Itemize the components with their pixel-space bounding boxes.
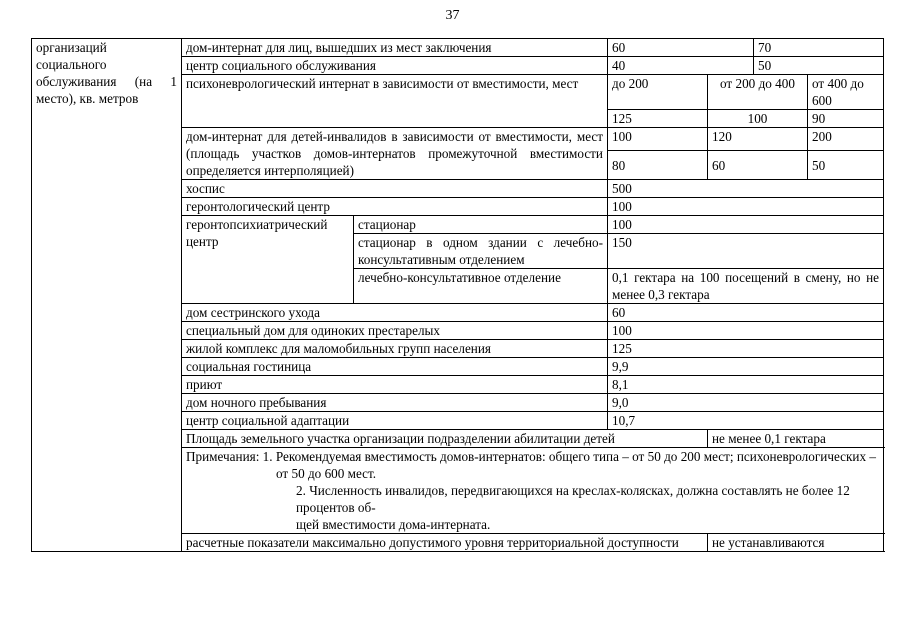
header-cell: до 200 [608,75,708,110]
value-cell: 150 [608,234,884,269]
value-cell: 70 [754,39,884,57]
note-2-line-1: 2. Численность инвалидов, передвигающихся на креслах-колясках, должна составлять не более 12 процентов об- [296,483,850,515]
value-cell: 10,7 [608,412,884,430]
abilitation-label: Площадь земельного участка организации подразделении абилитации детей [182,430,708,448]
notes-cell [182,448,884,534]
value-cell: 60 [608,39,754,57]
sub-label: стационар в одном здании с лечебно-консультативным отделением [354,234,608,269]
row-label: дом-интернат для лиц, вышедших из мест заключения [182,39,608,57]
value-cell: 0,1 гектара на 100 посещений в смену, но не менее 0,3 гектара [608,269,884,304]
row-label: геронтопсихиатрический центр [182,216,354,304]
row-label: дом ночного пребывания [182,394,608,412]
value-cell: 100 [608,216,884,234]
row-label: дом сестринского ухода [182,304,608,322]
page-number: 37 [445,8,460,23]
value-cell: 100 [708,110,808,128]
category-cell: организаций социального обслуживания (на 1 место), кв. метров [32,39,182,552]
header-cell: от 200 до 400 [708,75,808,110]
row-label: жилой комплекс для маломобильных групп населения [182,340,608,358]
note-2-line-2: щей вместимости дома-интерната. [296,517,491,532]
row-label: специальный дом для одиноких престарелых [182,322,608,340]
row-label: хоспис [182,180,608,198]
value-cell: 9,0 [608,394,884,412]
value-cell: 100 [608,322,884,340]
value-cell: 60 [608,304,884,322]
row-label: психоневрологический интернат в зависимости от вместимости, мест [182,75,608,128]
value-cell: 9,9 [608,358,884,376]
note-1-line-1: Примечания: 1. Рекомендуемая вместимость домов-интернатов: общего типа – от 50 до 200 мест; психоневрологических – [186,449,876,464]
row-label: центр социального обслуживания [182,57,608,75]
value-cell: 50 [808,151,884,180]
row-label: социальная гостиница [182,358,608,376]
row-label: геронтологический центр [182,198,608,216]
row-label: центр социальной адаптации [182,412,608,430]
value-cell: 80 [608,151,708,180]
value-cell: 90 [808,110,884,128]
abilitation-value: не менее 0,1 гектара [708,430,884,448]
value-cell: 40 [608,57,754,75]
norms-table [31,38,884,552]
value-cell: 200 [808,128,884,151]
value-cell: 125 [608,110,708,128]
row-label: дом-интернат для детей-инвалидов в зависимости от вместимости, мест (площадь участков домов-интернатов промежуточной вместимости определяется интерполяцией) [182,128,608,180]
access-value: не устанавливаются [708,534,884,552]
value-cell: 100 [608,128,708,151]
table-row [32,39,884,57]
sub-label: стационар [354,216,608,234]
value-cell: 500 [608,180,884,198]
value-cell: 50 [754,57,884,75]
value-cell: 120 [708,128,808,151]
value-cell: 60 [708,151,808,180]
value-cell: 125 [608,340,884,358]
value-cell: 100 [608,198,884,216]
header-cell: от 400 до 600 [808,75,884,110]
value-cell: 8,1 [608,376,884,394]
note-1-line-2: от 50 до 600 мест. [276,466,377,481]
access-label: расчетные показатели максимально допустимого уровня территориальной доступности [182,534,708,552]
row-label: приют [182,376,608,394]
sub-label: лечебно-консультативное отделение [354,269,608,304]
